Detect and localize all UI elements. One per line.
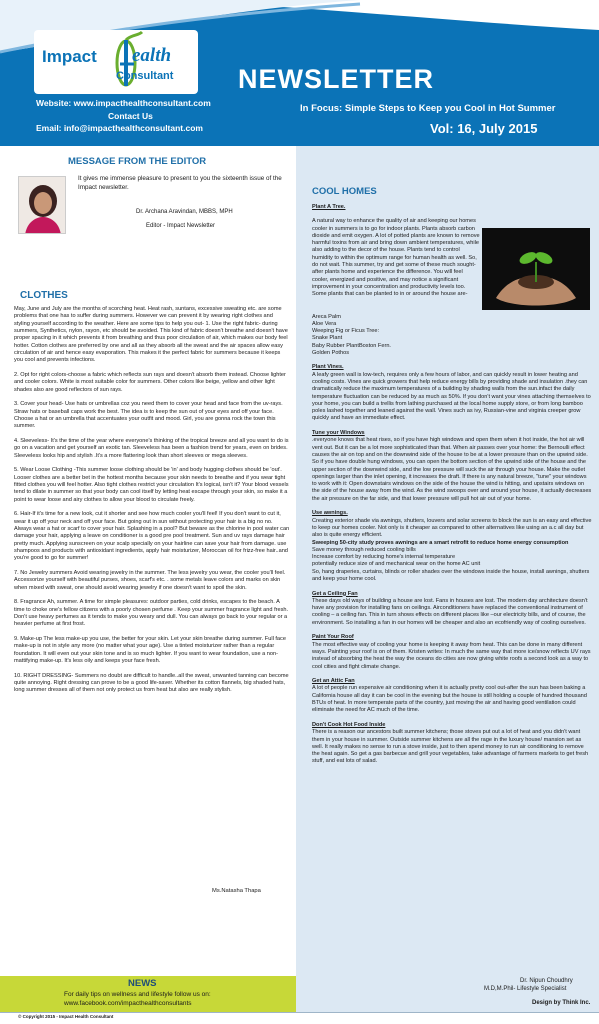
awnings-conclusion: So, hang draperies, curtains, blinds or roller shades over the windows inside the house, install awnings, shutters and keep your home cool. xyxy=(312,568,590,582)
facebook-link[interactable]: www.facebook.com/impacthealthconsultants xyxy=(64,1000,192,1007)
design-credit: Design by Think Inc. xyxy=(532,1000,591,1006)
specialist-name: Dr. Nipun Choudhry xyxy=(520,978,573,984)
focus-subtitle: In Focus: Simple Steps to Keep you Cool in Hot Summer xyxy=(300,103,556,114)
plant-list-item: Weeping Fig or Ficus Tree: xyxy=(312,328,380,335)
hot-food-heading: Don't Cook Hot Food Inside xyxy=(312,721,386,728)
plants-list xyxy=(312,314,592,358)
logo-consultant-text: Consultant xyxy=(116,70,174,82)
plant-tree-text: A natural way to enhance the quality of air and keeping our homes cooler in summers is to go for indoor plants. Plants absorb carbon dioxide and emit oxygen. A lot of potted plants are known to remove harmful toxins from air and bring down ambient temperatures, while also adding to the decor of the house. Plants tend to control humidity to within the optimum range for human health as well. So, do not wait. This summer, try and get some of these much sought-after plants home and experience the difference. You will feel cooler, energized and positive, and may notice a significant improvement in your concentration and productivity levels too. Some plants that can be planted to in or around the house are- xyxy=(312,218,480,298)
clothes-paragraph: 3. Cover your head- Use hats or umbrellas coz you need them to cover your head and face from the uv-rays. Straw hats or baseball caps work the best. The idea is to keep the sun out of your eyes and off your face. Choose a hat or an umbrella that accentuates your outfit and mood. Girl, you are gonna rock the town this summer. xyxy=(14,401,283,430)
vines-text: A leafy green wall is low-tech, requires only a few hours of labor, and can quickly result in lower heating and cooling costs. Vines are quick growers that help reduce energy bills by providing shade and insulation .they can dramatically reduce the maximum temperatures of a building by shading walls from the sun.infact the daily temperature fluctuation can be reduced by as much as 50%. If you don't want your vines attaching themselves to your home, you can build a trellis from lathing purchased at the local home supply store, or from long bamboo poles lashed together and leaned against the wall. Vines such as ivy, Russian-vine and virginia creeper grow quickly and have an immediate effect. xyxy=(312,371,591,422)
awnings-point: Increase comfort by reducing home's internal temperature xyxy=(312,554,456,561)
newsletter-title: NEWSLETTER xyxy=(238,64,434,94)
company-logo xyxy=(34,30,198,94)
attic-fan-heading: Get an Attic Fan xyxy=(312,678,355,685)
newsletter-header xyxy=(0,0,599,146)
copyright-notice: © Copyright 2015 - Impact Health Consultant xyxy=(18,1014,114,1019)
windows-text: .everyone knows that heat rises, so if you have high windows and open them when it hot inside, the hot air will vent out. But it can be a lot more sophisticated than that. When air passes over your home: the Bernoulli effect causes the air on top and on the downwind side of the house to be at a lower pressure than on the upwind side. So if you have double hung windows, you can open the bottom section of the upwind side of the house and the upper section of the downwind side, and the low pressure will suck the air through your house. Make the outlet openings larger than the inlet opening, it increases the draft. If there is any natural breeze, "tune" your windows to work with it: Open downstairs windows on the side of the house the wind is hitting, and upstairs windows on the side of the house away from the wind. As the wind swoops over and around your house, it actually decreases the air pressure on the far side, and that lower pressure will pull hot air out of your home. xyxy=(312,437,592,502)
clothes-article xyxy=(14,306,290,702)
awnings-point: Save money through reduced cooling bills xyxy=(312,546,416,553)
clothes-paragraph: 5. Wear Loose Clothing -This summer loose clothing should be 'in' and body hugging clothes should be 'out'. Looser clothes are a better bet in the hottest months because your skin needs to breathe and if you wear tight fitted clothes you will feel hotter. Also tight clothes restrict your circulation It's logical, isn't it? Your blood vessels tend to dilate in summer so that your body can cool itself by letting heat escape through your skin, so make it a point to wear loose and airy clothes to allow your blood to circulate freely. xyxy=(14,467,289,503)
email-link[interactable]: Email: info@impacthealthconsultant.com xyxy=(36,123,203,133)
left-column xyxy=(0,146,296,976)
awnings-heading: Use awnings. xyxy=(312,510,348,517)
ceiling-fan-heading: Get a Ceiling Fan xyxy=(312,590,358,597)
footer-divider xyxy=(0,1012,599,1013)
news-follow-text: For daily tips on wellness and lifestyle follow us on: xyxy=(64,991,211,998)
plant-list-item: Baby Rubber PlantBoston Fern. xyxy=(312,342,391,349)
logo-health-text: ealth xyxy=(132,45,172,66)
editor-portrait-icon xyxy=(19,177,66,234)
windows-heading: Tune your Windows xyxy=(312,430,365,437)
editor-role: Editor - Impact Newsletter xyxy=(146,223,216,229)
clothes-paragraph: 2. Opt for right colors-choose a fabric which reflects sun rays and doesn't absorb them instead. Choose lighter and cooler colors. White is most suitable color for summers. Other colors like beige, yellow and other light shades also are good reflectors of sun rays. xyxy=(14,372,286,393)
vines-heading: Plant Vines. xyxy=(312,364,344,371)
editor-photo xyxy=(18,176,66,234)
awnings-point: potentially reduce size of and mechanical wear on the home AC unit xyxy=(312,561,481,568)
news-footer xyxy=(0,976,296,1012)
cool-homes-article xyxy=(312,204,592,773)
website-link[interactable]: Website: www.impacthealthconsultant.com xyxy=(36,98,211,108)
attic-fan-text: A lot of people run expensive air conditioning when it is actually pretty cool out-after the sun has been baking a California house all day it can be cool in the evening but the house is still holding a couple of hundred thousand BTUs of heat. In more temperate parts of the country, just moving the air and having good ventilation could eliminate the need for AC much of the time. xyxy=(312,685,587,714)
plant-list-item: Snake Plant xyxy=(312,335,343,342)
clothes-paragraph: 6. Hair-If it's time for a new look, cut it shorter and see how much cooler you'll feel! If you don't want to cut it, wear it up off your neck and off your face. But going out in sun without protecting your hair is a big no no. Always wear a hat or scarf to cover your hair. Splashing in a pool? But beware as the chlorine in pool water can damage your hair, applying a leave on conditioner is a good pre pool treatment. Sun and uv rays damage hair pretty much. Applying sunscreen on your scalp specially on your hairline can save your hair from damage. use shampoos and products with antioxidant ingredients, apply hair moisturizer, Moroccan oil for frizz-free hair..and you're good to go for summer! xyxy=(14,511,290,562)
plant-list-item: Golden Pothos xyxy=(312,350,350,357)
awnings-text: Creating exterior shade via awnings, shutters, louvers and solar screens to block the sun is an easy and effective to keep our homes cooler. Not only is it cheaper as compared to other alternatives like using an a.c all day but also is quite energy efficient. xyxy=(312,517,592,539)
paint-roof-text: The most effective way of cooling your home is keeping it away from heat. This can be done in many different ways. Painting your roof is on of them. Kristen writes: In much the same way that more ice/snow reflects UV rays instead of absorbing the heat the way the oceans do cities are now giving white roofs a second look as a way to cool cities and fight climate change. xyxy=(312,641,591,670)
cool-homes-title: COOL HOMES xyxy=(312,186,377,197)
clothes-paragraph: 10. RIGHT DRESSING- Summers no doubt are difficult to handle..all the sweat, unwanted tanning can become quite annoying. Right dressing can prove to be a good life-saver. Whether its cotton flannels, big shaded hats, long summer dresses all of them not only protect us from heat but also are really stylish. xyxy=(14,672,289,694)
right-column xyxy=(296,146,599,976)
ceiling-fan-text: These days old ways of building a house are lost. Fans in houses are lost. The modern day architecture doesn't have any provision for installing fans on ceilings. Airconditioners have replaced the conventional instrument of cooling – a ceiling fan. This in turn shows effects on different places like –our electricity bills, and of course, the environment. So installing a fan in our homes will be cheaper and also an ecofriendly way of cooling ourselves. xyxy=(312,597,588,626)
right-footer xyxy=(296,976,599,1012)
contact-us-label[interactable]: Contact Us xyxy=(108,111,153,121)
plant-list-item: Areca Palm xyxy=(312,313,341,320)
logo-impact-text: Impact xyxy=(42,47,97,66)
clothes-paragraph: 7. No Jewelry summers Avoid wearing jewelry in the summer. The less jewelry you wear, the cooler you'll feel. Accessorize yourself with beautiful purses, shoes, scarf's etc. . some metals leave colors and marks on skin when mixed with sweat, one should avoid wearing jewelry if one doesn't want to spoil the skin. xyxy=(14,570,286,591)
editor-message: It gives me immense pleasure to present to you the sixteenth issue of the Impact newsletter. xyxy=(78,175,282,191)
specialist-role: M.D,M.Phil- Lifestyle Specialist xyxy=(484,986,567,992)
clothes-paragraph: 8. Fragrance Ah, summer. A time for simple pleasures: outdoor parties, cold drinks, escapes to the beach. A time to choke one's fellow citizens with a poorly chosen perfume . Keep your summer fragrance light and fresh. Don't use heavy perfumes as it tends to make you weary and dull. You can always go back to your regular or a heavier perfume at first frost. xyxy=(14,599,289,628)
clothes-paragraph: 9. Make-up The less make-up you use, the better for your skin. Let your skin breathe during summer. Full face make-up is not in style any more (no matter what your age). Use a tinted moisturizer rather than a regular foundation. It will even out your skin tone and is so much lighter. If you want to wear foundation, use a non-mattifying make-up. It's less oily and keeps your face fresh. xyxy=(14,636,286,665)
hot-food-text: There is a reason our ancestors built summer kitchens; those stoves put out a lot of heat and you didn't want them in your house in summer. Outside summer kitchens are all the rage in the luxury house/ mansion set as well. It really makes no sense to run a stove inside, just to then spend money to run air conditioning to remove the heat again. So get a gas barbecue and grill your vegetables, take advantage of farmers markets to get fresh stuff, and eat lots of salad. xyxy=(312,729,589,765)
editor-name: Dr. Archana Aravindan, MBBS, MPH xyxy=(136,209,233,215)
news-title: NEWS xyxy=(128,978,157,989)
paint-roof-heading: Paint Your Roof xyxy=(312,634,354,641)
clothes-paragraph: 4. Sleeveless- It's the time of the year where everyone's thinking of the tropical breeze and all you want to do is go on a vacation and get yourself an exotic tan. Sleeveless has been a fashion trend for years, even on brides. Sleeveless looks hip and stylish .It's a more flattering look than short sleeves or mega sleeves. xyxy=(14,438,289,459)
volume-label: Vol: 16, July 2015 xyxy=(430,121,538,136)
clothes-section-title: CLOTHES xyxy=(20,290,68,301)
clothes-author: Ms.Natasha Thapa xyxy=(212,888,261,894)
plant-list-item: Aloe Vera xyxy=(312,320,337,327)
plant-tree-heading: Plant A Tree. xyxy=(312,204,346,210)
editor-section-title: MESSAGE FROM THE EDITOR xyxy=(68,156,207,167)
awnings-highlight: Sweeping 50-city study proves awnings are a smart retrofit to reduce home energy consumption xyxy=(312,539,569,546)
clothes-paragraph: May, June and July are the months of scorching heat. Heat rash, suntans, excessive sweating etc. are some problems that one has to suffer during summers. However we can prevent it by wearing right clothes and styling yourself according to the weather. Here are some tips to help you out- 1. Use the right fabric- during summers, Synthetics, nylon, rayon, etc should be avoided. This kind of fabric doesn't breathe and doesn't have proper spacing in it which prevents it from breathing and thus poor circulation of air, which makes our body feel hotter. Cotton clothes are preferred by one and all as they absorb all the sweat and the air spaces allow easy circulation of air and hence easy evaporation. This makes it the perfect fabric for summers because it keeps you cool and prevents infections. xyxy=(14,306,288,364)
